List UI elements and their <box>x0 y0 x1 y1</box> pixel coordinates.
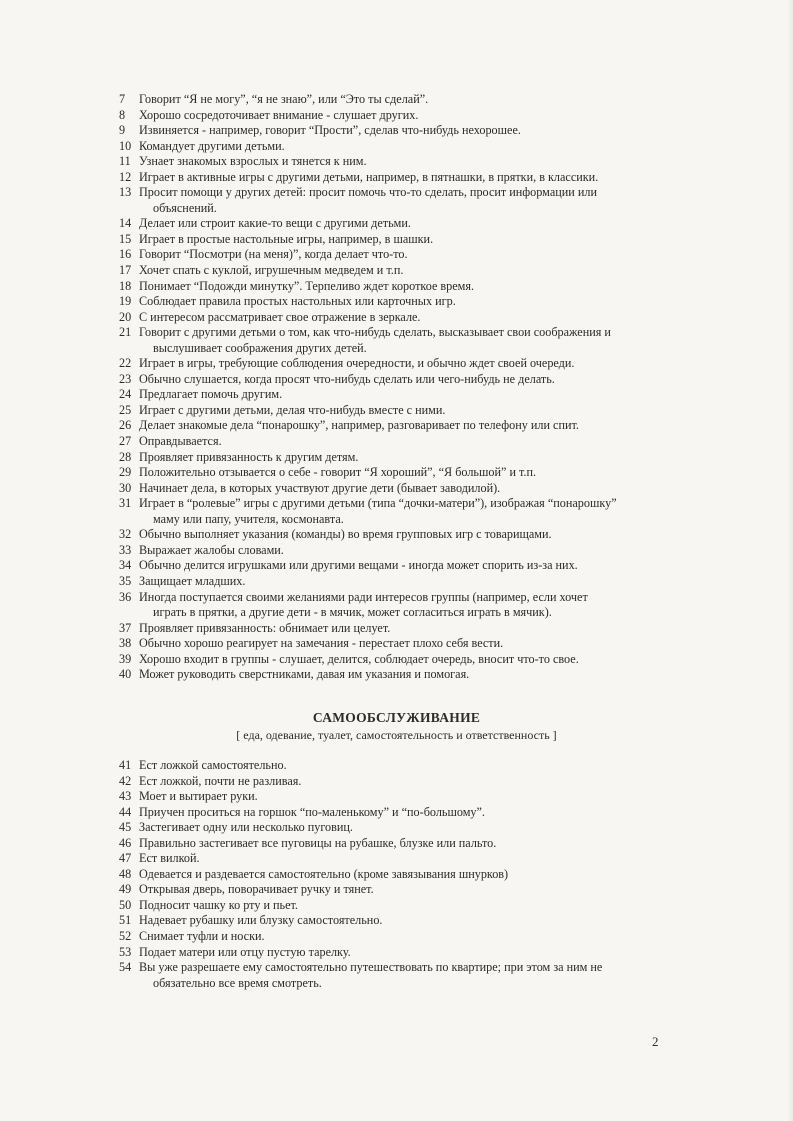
item-text-block <box>139 543 677 559</box>
item-text-block <box>139 403 677 419</box>
item-text: Предлагает помочь другим. <box>139 387 283 402</box>
item-number: 35 <box>119 573 132 588</box>
item-text-block <box>139 774 677 790</box>
list-item <box>117 108 677 124</box>
item-text-block <box>139 558 677 574</box>
list-item <box>117 667 677 683</box>
item-text: Подносит чашку ко рту и пьет. <box>139 897 298 912</box>
item-number: 33 <box>119 542 132 557</box>
list-item <box>117 913 677 929</box>
item-number: 40 <box>119 667 132 682</box>
item-text-block <box>139 232 677 248</box>
item-number: 24 <box>119 387 132 402</box>
list-item <box>117 636 677 652</box>
item-text-block <box>139 621 677 637</box>
list-item <box>117 758 677 774</box>
list-item <box>117 945 677 961</box>
item-number: 52 <box>119 929 132 944</box>
item-text-block <box>139 216 677 232</box>
item-text: Говорит “Посмотри (на меня)”, когда делает что-то. <box>139 247 408 262</box>
list-item <box>117 387 677 403</box>
item-text: Моет и вытирает руки. <box>139 789 258 804</box>
item-text-block <box>139 636 677 652</box>
item-text: Иногда поступается своими желаниями ради интересов группы (например, если хочет <box>139 589 588 604</box>
item-text-block <box>139 123 677 139</box>
item-number: 53 <box>119 944 132 959</box>
item-text: Одевается и раздевается самостоятельно (кроме завязывания шнурков) <box>139 866 509 881</box>
item-text: Может руководить сверстниками, давая им указания и помогая. <box>139 667 470 682</box>
list-item <box>117 929 677 945</box>
item-text: Правильно застегивает все пуговицы на рубашке, блузке или пальто. <box>139 835 497 850</box>
item-text-continuation: объяснений. <box>153 200 217 215</box>
item-text: Командует другими детьми. <box>139 138 285 153</box>
item-text: Играет в активные игры с другими детьми, например, в пятнашки, в прятки, в классики. <box>139 169 599 184</box>
item-text-block <box>139 913 677 929</box>
item-text: Хорошо входит в группы - слушает, делится, соблюдает очередь, вносит что-то свое. <box>139 651 579 666</box>
item-text: Играет в игры, требующие соблюдения очередности, и обычно ждет своей очереди. <box>139 356 575 371</box>
item-text: Играет с другими детьми, делая что-нибудь вместе с ними. <box>139 402 446 417</box>
section-heading: САМООБСЛУЖИВАНИЕ <box>312 710 481 725</box>
item-text: Застегивает одну или несколько пуговиц. <box>139 820 353 835</box>
item-text-block <box>139 108 677 124</box>
item-text-block <box>139 527 677 543</box>
list-item <box>117 465 677 481</box>
item-text-block <box>139 185 677 216</box>
item-text-block <box>139 139 677 155</box>
item-text: Проявляет привязанность: обнимает или целует. <box>139 620 391 635</box>
item-number: 39 <box>119 651 132 666</box>
list-item <box>117 543 677 559</box>
item-text-block <box>139 882 677 898</box>
item-number: 21 <box>119 325 132 340</box>
item-number: 28 <box>119 449 132 464</box>
list-item <box>117 590 677 621</box>
list-item <box>117 232 677 248</box>
item-text: С интересом рассматривает свое отражение в зеркале. <box>139 309 421 324</box>
item-number: 37 <box>119 620 132 635</box>
item-text-continuation: играть в прятки, а другие дети - в мячик, может согласиться играть в мячик). <box>153 605 552 620</box>
list-item <box>117 820 677 836</box>
list-item <box>117 574 677 590</box>
item-text-block <box>139 465 677 481</box>
list-item <box>117 867 677 883</box>
item-text: Открывая дверь, поворачивает ручку и тянет. <box>139 882 374 897</box>
item-text-block <box>139 667 677 683</box>
item-text-block <box>139 356 677 372</box>
social-skills-list <box>117 92 677 683</box>
item-text-block <box>139 247 677 263</box>
list-item <box>117 481 677 497</box>
item-text-block <box>139 170 677 186</box>
item-text: Делает знакомые дела “понарошку”, например, разговаривает по телефону или спит. <box>139 418 579 433</box>
item-number: 54 <box>119 960 132 975</box>
item-text: Подает матери или отцу пустую тарелку. <box>139 944 351 959</box>
list-item <box>117 652 677 668</box>
item-text-block <box>139 263 677 279</box>
item-text-block <box>139 652 677 668</box>
item-text-block <box>139 418 677 434</box>
item-text-continuation: маму или папу, учителя, космонавта. <box>153 511 344 526</box>
item-text: Ест ложкой, почти не разливая. <box>139 773 302 788</box>
item-text: Положительно отзывается о себе - говорит “Я хороший”, “Я большой” и т.п. <box>139 465 537 480</box>
item-number: 41 <box>119 758 132 772</box>
item-text-block <box>139 836 677 852</box>
item-text: Просит помощи у других детей: просит помочь что-то сделать, просит информации или <box>139 185 597 200</box>
item-text: Говорит “Я не могу”, “я не знаю”, или “Это ты сделай”. <box>139 92 429 106</box>
list-item <box>117 310 677 326</box>
item-text: Играет в “ролевые” игры с другими детьми (типа “дочки-матери”), изображая “понарошку” <box>139 496 617 511</box>
item-text-block <box>139 574 677 590</box>
item-number: 43 <box>119 789 132 804</box>
item-text: Начинает дела, в которых участвуют другие дети (бывает заводилой). <box>139 480 501 495</box>
item-number: 10 <box>119 138 132 153</box>
item-text: Делает или строит какие-то вещи с другими детьми. <box>139 216 411 231</box>
list-item <box>117 154 677 170</box>
list-item <box>117 185 677 216</box>
item-number: 13 <box>119 185 132 200</box>
list-item <box>117 123 677 139</box>
list-item <box>117 621 677 637</box>
item-number: 12 <box>119 169 132 184</box>
item-text: Узнает знакомых взрослых и тянется к ним. <box>139 154 367 169</box>
list-item <box>117 263 677 279</box>
list-item <box>117 279 677 295</box>
list-item <box>117 496 677 527</box>
item-text: Обычно выполняет указания (команды) во время групповых игр с товарищами. <box>139 527 552 542</box>
item-text-block <box>139 820 677 836</box>
item-number: 46 <box>119 835 132 850</box>
item-text-block <box>139 434 677 450</box>
item-text-block <box>139 154 677 170</box>
item-text: Обычно слушается, когда просят что-нибудь сделать или чего-нибудь не делать. <box>139 371 555 386</box>
item-number: 38 <box>119 636 132 651</box>
list-item <box>117 960 677 991</box>
self-care-list <box>117 758 677 991</box>
item-text: Извиняется - например, говорит “Прости”, сделав что-нибудь нехорошее. <box>139 123 521 138</box>
list-item <box>117 294 677 310</box>
page-number: 2 <box>652 1034 659 1049</box>
item-text-block <box>139 898 677 914</box>
item-number: 22 <box>119 356 132 371</box>
item-number: 11 <box>119 154 131 169</box>
list-item <box>117 356 677 372</box>
item-text-block <box>139 450 677 466</box>
list-item <box>117 139 677 155</box>
item-text: Выражает жалобы словами. <box>139 542 284 557</box>
item-text: Соблюдает правила простых настольных или карточных игр. <box>139 294 456 309</box>
list-item <box>117 851 677 867</box>
item-text-block <box>139 310 677 326</box>
item-number: 18 <box>119 278 132 293</box>
item-text: Оправдывается. <box>139 434 222 449</box>
list-item <box>117 247 677 263</box>
item-text: Хорошо сосредоточивает внимание - слушает других. <box>139 107 419 122</box>
item-number: 19 <box>119 294 132 309</box>
item-number: 31 <box>119 496 132 511</box>
item-number: 20 <box>119 309 132 324</box>
item-text-block <box>139 481 677 497</box>
item-text: Ест ложкой самостоятельно. <box>139 758 287 772</box>
item-number: 44 <box>119 804 132 819</box>
item-text: Вы уже разрешаете ему самостоятельно путешествовать по квартире; при этом за ним не <box>139 960 603 975</box>
item-number: 34 <box>119 558 132 573</box>
item-number: 7 <box>119 92 126 106</box>
list-item <box>117 372 677 388</box>
list-item <box>117 450 677 466</box>
item-text-block <box>139 590 677 621</box>
item-number: 16 <box>119 247 132 262</box>
item-text-block <box>139 92 677 108</box>
item-number: 29 <box>119 465 132 480</box>
item-text: Защищает младших. <box>139 573 246 588</box>
item-number: 8 <box>119 107 126 122</box>
item-text-block <box>139 372 677 388</box>
list-item <box>117 898 677 914</box>
section-subheading: [ еда, одевание, туалет, самостоятельность и ответственность ] <box>236 728 557 742</box>
item-number: 51 <box>119 913 132 928</box>
list-item <box>117 527 677 543</box>
item-text-block <box>139 805 677 821</box>
item-text: Играет в простые настольные игры, например, в шашки. <box>139 231 434 246</box>
item-text: Надевает рубашку или блузку самостоятельно. <box>139 913 383 928</box>
item-number: 30 <box>119 480 132 495</box>
item-text-continuation: выслушивает соображения других детей. <box>153 340 367 355</box>
list-item <box>117 418 677 434</box>
item-number: 42 <box>119 773 132 788</box>
item-text-block <box>139 496 677 527</box>
item-text-block <box>139 279 677 295</box>
item-text-block <box>139 758 677 774</box>
item-text-block <box>139 387 677 403</box>
item-text: Говорит с другими детьми о том, как что-нибудь сделать, высказывает свои соображения и <box>139 325 611 340</box>
item-number: 45 <box>119 820 132 835</box>
list-item <box>117 403 677 419</box>
item-text-block <box>139 960 677 991</box>
list-item <box>117 434 677 450</box>
list-item <box>117 805 677 821</box>
item-number: 50 <box>119 897 132 912</box>
item-text: Обычно хорошо реагирует на замечания - перестает плохо себя вести. <box>139 636 504 651</box>
item-number: 14 <box>119 216 132 231</box>
item-number: 36 <box>119 589 132 604</box>
item-text-block <box>139 945 677 961</box>
item-number: 27 <box>119 434 132 449</box>
item-text-block <box>139 789 677 805</box>
list-item <box>117 92 677 108</box>
item-text: Проявляет привязанность к другим детям. <box>139 449 359 464</box>
list-item <box>117 789 677 805</box>
item-number: 47 <box>119 851 132 866</box>
item-number: 9 <box>119 123 126 138</box>
list-item <box>117 882 677 898</box>
item-text: Обычно делится игрушками или другими вещами - иногда может спорить из-за них. <box>139 558 578 573</box>
item-number: 15 <box>119 231 132 246</box>
item-number: 23 <box>119 371 132 386</box>
item-number: 49 <box>119 882 132 897</box>
item-text-block <box>139 325 677 356</box>
item-number: 26 <box>119 418 132 433</box>
item-text: Приучен проситься на горшок “по-маленькому” и “по-большому”. <box>139 804 485 819</box>
list-item <box>117 325 677 356</box>
list-item <box>117 774 677 790</box>
item-text-block <box>139 851 677 867</box>
item-text-block <box>139 929 677 945</box>
list-item <box>117 836 677 852</box>
item-text: Ест вилкой. <box>139 851 200 866</box>
item-text: Понимает “Подожди минутку”. Терпеливо ждет короткое время. <box>139 278 475 293</box>
item-text: Хочет спать с куклой, игрушечным медведем и т.п. <box>139 263 404 278</box>
list-item <box>117 216 677 232</box>
item-number: 48 <box>119 866 132 881</box>
item-text-block <box>139 294 677 310</box>
item-text-continuation: обязательно все время смотреть. <box>153 975 322 990</box>
list-item <box>117 558 677 574</box>
item-text-block <box>139 867 677 883</box>
item-number: 17 <box>119 263 132 278</box>
item-text: Снимает туфли и носки. <box>139 929 265 944</box>
scan-edge-shadow <box>787 0 793 1121</box>
item-number: 32 <box>119 527 132 542</box>
list-item <box>117 170 677 186</box>
item-number: 25 <box>119 402 132 417</box>
